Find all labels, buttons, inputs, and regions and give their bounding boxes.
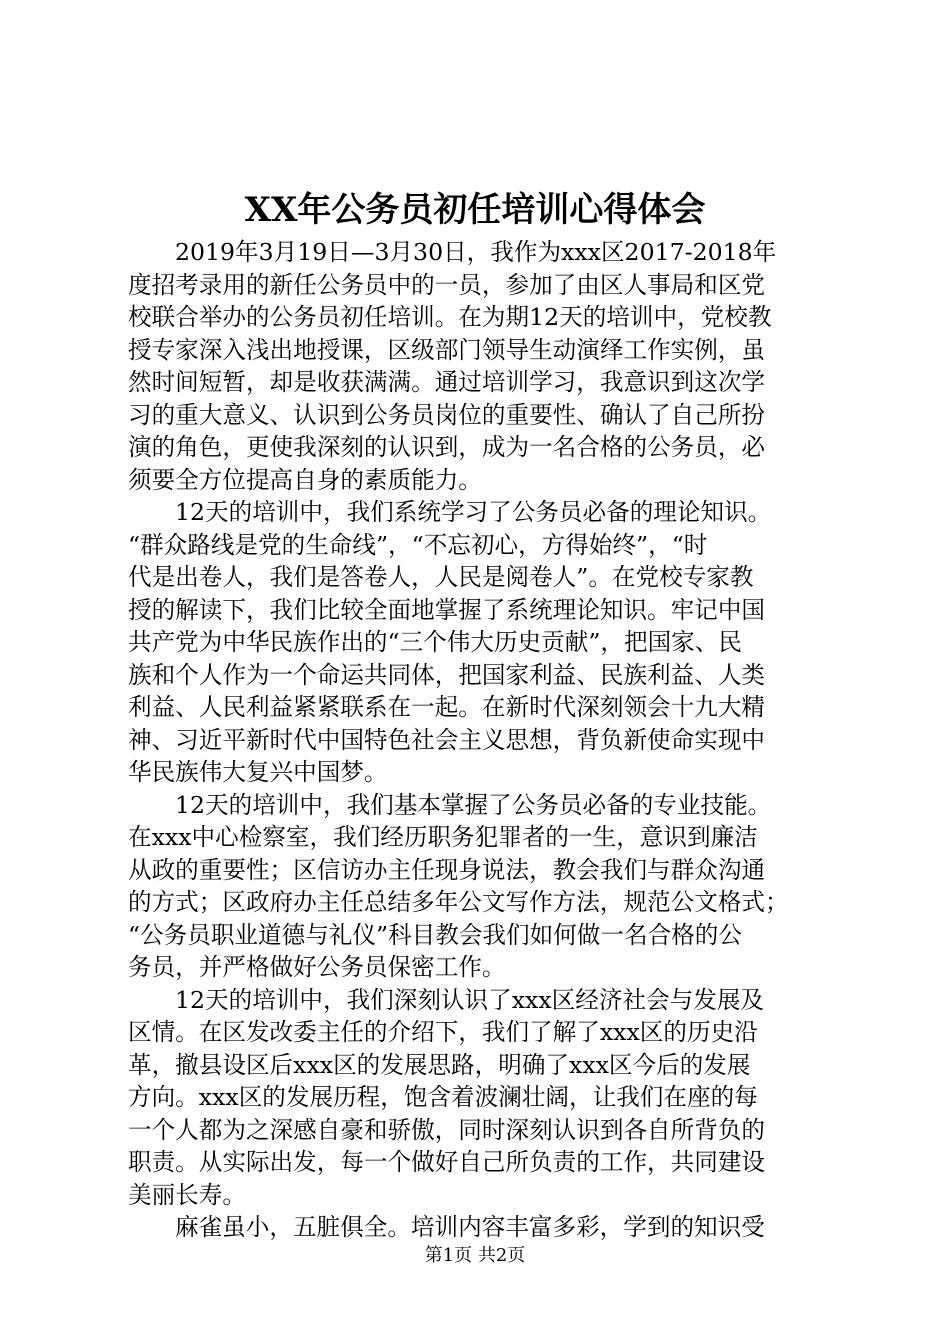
paragraph-line: 利益、人民利益紧紧联系在一起。在新时代深刻领会十九大精 (128, 693, 766, 721)
paragraph-line: 校联合举办的公务员初任培训。在为期12天的培训中，党校教 (128, 303, 772, 331)
paragraph-line: 在xxx中心检察室，我们经历职务犯罪者的一生，意识到廉洁 (128, 823, 758, 851)
paragraph-line: 须要全方位提高自身的素质能力。 (128, 465, 482, 494)
paragraph-line: 华民族伟大复兴中国梦。 (128, 758, 388, 786)
document-body (128, 236, 828, 1244)
paragraph-line: 务员，并严格做好公务员保密工作。 (128, 953, 506, 981)
document-title: XX年公务员初任培训心得体会 (244, 190, 706, 230)
paragraph-line: 区情。在区发改委主任的介绍下，我们了解了xxx区的历史沿 (128, 1018, 758, 1046)
paragraph-line: 方向。xxx区的发展历程，饱含着波澜壮阔，让我们在座的每 (128, 1083, 758, 1111)
paragraph-line: “群众路线是党的生命线”，“不忘初心，方得始终”，“时 (128, 530, 708, 559)
paragraph-line: 授的解读下，我们比较全面地掌握了系统理论知识。牢记中国 (128, 595, 766, 624)
paragraph-line: 习的重大意义、认识到公务员岗位的重要性、确认了自己所扮 (128, 400, 766, 429)
paragraph-line: 族和个人作为一个命运共同体，把国家利益、民族利益、人类 (128, 660, 766, 689)
paragraph-line: 12天的培训中，我们基本掌握了公务员必备的专业技能。 (175, 790, 772, 819)
paragraph-line: 革，撤县设区后xxx区的发展思路，明确了xxx区今后的发展 (128, 1050, 751, 1079)
paragraph-line: 共产党为中华民族作出的“三个伟大历史贡献”，把国家、民 (128, 628, 742, 656)
paragraph-line: 授专家深入浅出地授课，区级部门领导生动演绎工作实例，虽 (128, 335, 766, 364)
paragraph-line: 度招考录用的新任公务员中的一员，参加了由区人事局和区党 (128, 270, 766, 299)
paragraph-line: 然时间短暂，却是收获满满。通过培训学习，我意识到这次学 (128, 368, 766, 396)
page-footer: 第1页 共2页 (424, 1245, 526, 1266)
paragraph-line: 从政的重要性；区信访办主任现身说法，教会我们与群众沟通 (128, 855, 766, 884)
paragraph-line: 职责。从实际出发，每一个做好自己所负责的工作，共同建设 (128, 1148, 766, 1176)
paragraph-line: 美丽长寿。 (128, 1180, 246, 1209)
paragraph-line: 12天的培训中，我们系统学习了公务员必备的理论知识。 (175, 498, 772, 526)
paragraph-line: 2019年3月19日—3月30日，我作为xxx区2017-2018年 (175, 238, 777, 266)
paragraph-line: 神、习近平新时代中国特色社会主义思想，背负新使命实现中 (128, 725, 766, 754)
paragraph-line: 一个人都为之深感自豪和骄傲，同时深刻认识到各自所背负的 (128, 1115, 766, 1144)
paragraph-line: “公务员职业道德与礼仪”科目教会我们如何做一名合格的公 (128, 920, 742, 949)
paragraph-line: 演的角色，更使我深刻的认识到，成为一名合格的公务员，必 (128, 433, 766, 461)
paragraph-line: 12天的培训中，我们深刻认识了xxx区经济社会与发展及 (175, 985, 765, 1014)
paragraph-line: 代是出卷人，我们是答卷人，人民是阅卷人”。在党校专家教 (128, 563, 754, 591)
paragraph-line: 麻雀虽小，五脏俱全。培训内容丰富多彩，学到的知识受 (175, 1213, 765, 1241)
paragraph-line: 的方式；区政府办主任总结多年公文写作方法，规范公文格式； (128, 888, 789, 916)
